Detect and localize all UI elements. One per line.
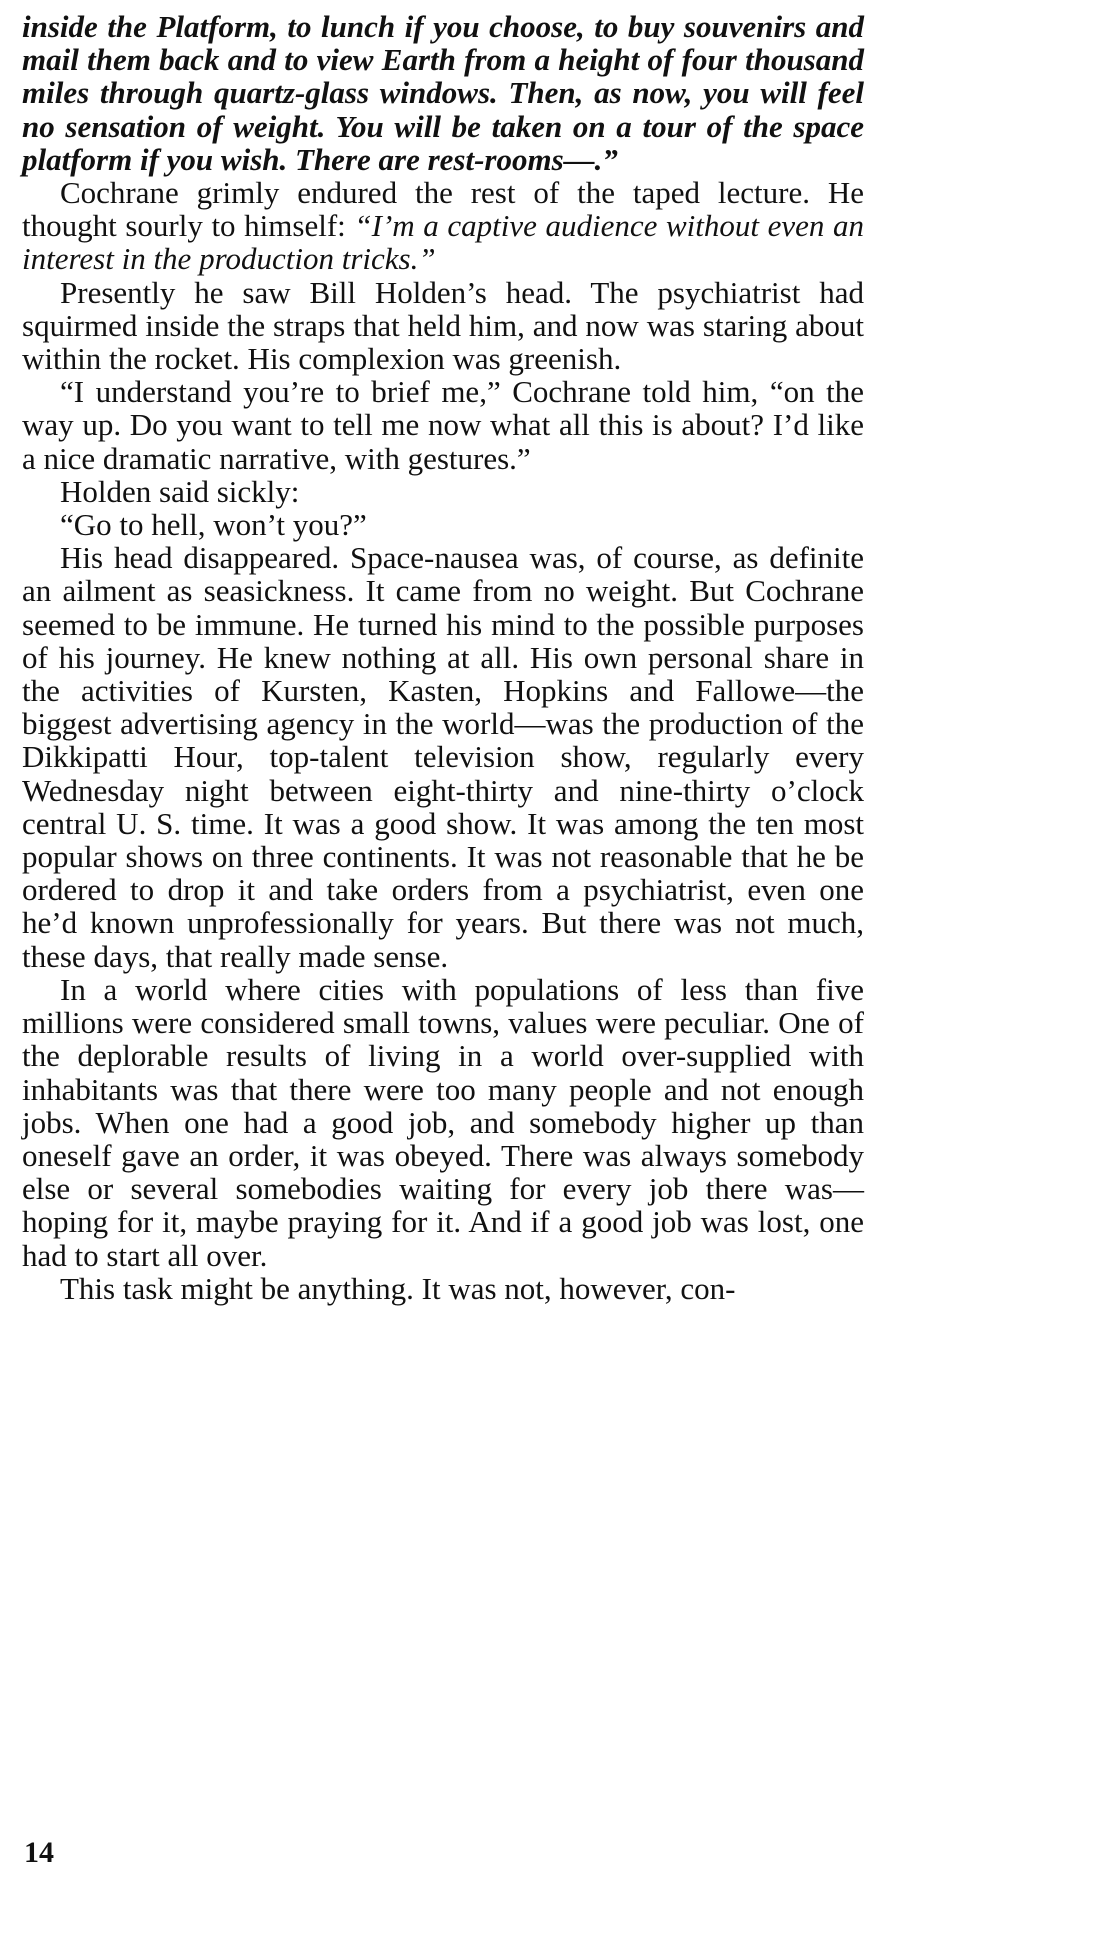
paragraph-2-thought: “I’m a captive audience without even an interest in the production tricks.” bbox=[22, 208, 864, 277]
paragraph-3: Presently he saw Bill Holden’s head. The psychiatrist had squirmed inside the straps that held him, and now was staring about within the rocket. His complexion was greenish. bbox=[22, 274, 864, 377]
lead-paragraph: inside the Platform, to lunch if you choose, to buy souvenirs and mail them back and to view Earth from a height of four thousand miles through quartz-glass windows. Then, as now, you will feel no sensation of weight. You will be taken on a tour of the space platform if you wish. There are rest-rooms—.” bbox=[22, 9, 864, 177]
paragraph-5: Holden said sickly: bbox=[60, 473, 300, 509]
paragraph-8: In a world where cities with populations of less than five millions were considered small towns, values were peculiar. One of the deplorable results of living in a world over-supplied with inhabitants was that there were too many people and not enough jobs. When one had a good job, and somebody higher up than oneself gave an order, it was obeyed. There was always somebody else or several somebodies waiting for every job there was—hoping for it, maybe praying for it. And if a good job was lost, one had to start all over. bbox=[22, 971, 864, 1273]
paragraph-9: This task might be anything. It was not, however, con- bbox=[60, 1270, 736, 1306]
paragraph-2 bbox=[22, 176, 864, 276]
book-page bbox=[22, 10, 864, 1305]
paragraph-2-text: Cochrane grimly endured the rest of the taped lecture. He thought sourly to himself: bbox=[22, 175, 864, 244]
paragraph-4: “I understand you’re to brief me,” Cochrane told him, “on the way up. Do you want to tell me now what all this is about? I’d like a nice dramatic narrative, with gestures.” bbox=[22, 374, 864, 476]
paragraph-6: “Go to hell, won’t you?” bbox=[60, 507, 367, 543]
paragraph-7: His head disappeared. Space-nausea was, of course, as definite an ailment as seasickness. It came from no weight. But Cochrane seemed to be immune. He turned his mind to the possible purposes of his journey. He knew nothing at all. His own personal share in the activities of Kursten, Kasten, Hopkins and Fallowe—the biggest advertising agency in the world—was the production of the Dikkipatti Hour, top-talent television show, regularly every Wednesday night between eight-thirty and nine-thirty o’clock central U. S. time. It was a good show. It was among the ten most popular shows on three continents. It was not reasonable that he be ordered to drop it and take orders from a psychiatrist, even one he’d known unprofessionally for years. But there was not much, these days, that really made sense. bbox=[22, 540, 864, 974]
page-number: 14 bbox=[24, 1836, 54, 1869]
